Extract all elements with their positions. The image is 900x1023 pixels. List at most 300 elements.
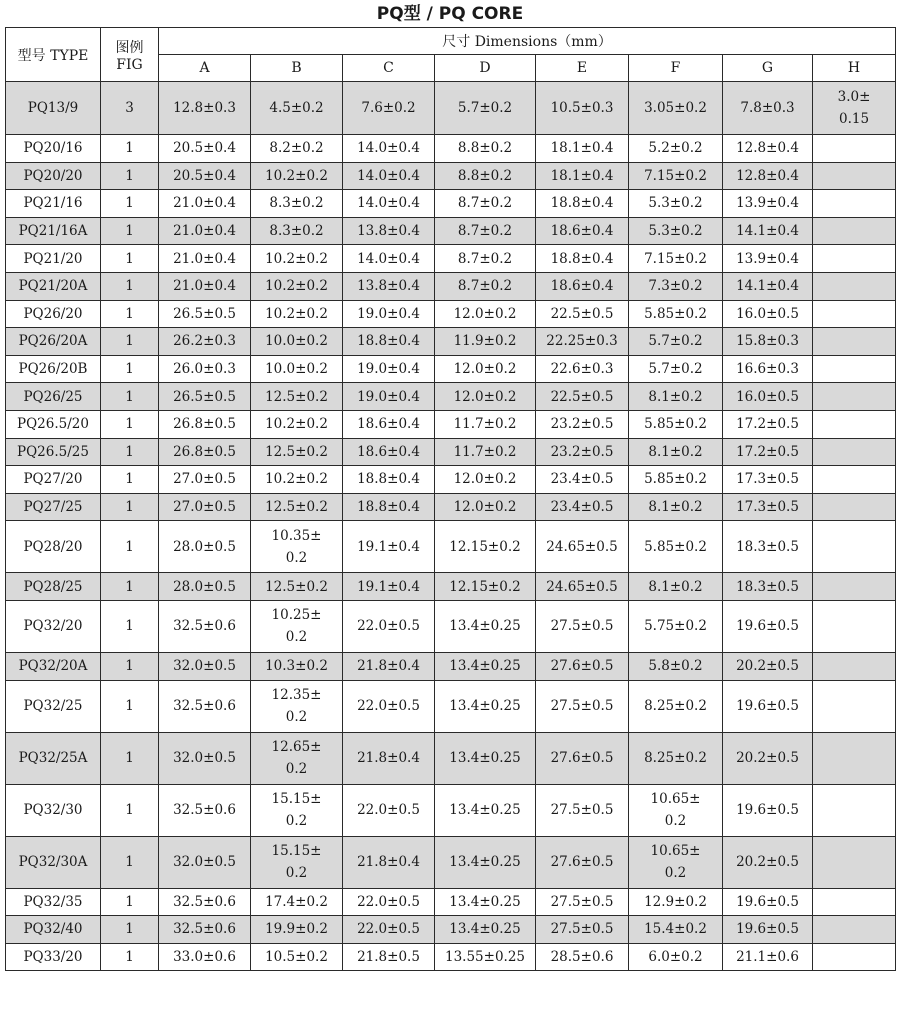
cell-g: 16.0±0.5 — [723, 300, 813, 328]
cell-f: 5.2±0.2 — [629, 135, 723, 163]
fig-header-en: FIG — [116, 56, 143, 73]
cell-a: 32.5±0.6 — [159, 888, 251, 916]
cell-c: 18.6±0.4 — [343, 410, 435, 438]
cell-value-line: 0.2 — [285, 549, 308, 566]
cell-c: 19.1±0.4 — [343, 521, 435, 573]
cell-a: 32.0±0.5 — [159, 732, 251, 784]
table-row — [6, 493, 896, 521]
cell-e: 18.8±0.4 — [536, 190, 629, 218]
cell-fig: 1 — [101, 300, 159, 328]
cell-e: 23.4±0.5 — [536, 493, 629, 521]
cell-g: 16.6±0.3 — [723, 355, 813, 383]
cell-b — [251, 680, 343, 732]
table-row — [6, 82, 896, 135]
cell-e: 24.65±0.5 — [536, 573, 629, 601]
cell-d: 8.7±0.2 — [435, 272, 536, 300]
cell-c: 21.8±0.4 — [343, 652, 435, 680]
cell-a: 21.0±0.4 — [159, 272, 251, 300]
cell-d: 12.0±0.2 — [435, 300, 536, 328]
cell-fig: 3 — [101, 82, 159, 135]
cell-fig: 1 — [101, 521, 159, 573]
cell-f: 5.7±0.2 — [629, 355, 723, 383]
table-body — [6, 82, 896, 971]
cell-b: 12.5±0.2 — [251, 383, 343, 411]
cell-e: 22.6±0.3 — [536, 355, 629, 383]
table-row — [6, 245, 896, 273]
cell-f: 5.85±0.2 — [629, 410, 723, 438]
cell-c: 14.0±0.4 — [343, 245, 435, 273]
fig-header-cn: 图例 — [115, 39, 144, 56]
cell-h — [813, 680, 896, 732]
cell-h — [813, 438, 896, 466]
cell-g: 19.6±0.5 — [723, 600, 813, 652]
cell-type: PQ32/30A — [6, 836, 101, 888]
cell-e: 18.8±0.4 — [536, 245, 629, 273]
fig-header — [101, 28, 159, 82]
cell-value-line: 3.0± — [837, 89, 871, 105]
cell-fig: 1 — [101, 190, 159, 218]
cell-f: 7.15±0.2 — [629, 162, 723, 190]
cell-a: 27.0±0.5 — [159, 493, 251, 521]
cell-c: 21.8±0.5 — [343, 943, 435, 971]
cell-fig: 1 — [101, 162, 159, 190]
cell-f: 8.1±0.2 — [629, 438, 723, 466]
cell-value-line: 0.2 — [285, 761, 308, 777]
cell-c: 22.0±0.5 — [343, 888, 435, 916]
cell-b: 10.0±0.2 — [251, 355, 343, 383]
cell-fig: 1 — [101, 383, 159, 411]
cell-d: 8.7±0.2 — [435, 190, 536, 218]
cell-h — [813, 190, 896, 218]
column-header-c: C — [343, 55, 435, 82]
cell-g: 14.1±0.4 — [723, 272, 813, 300]
cell-a: 21.0±0.4 — [159, 245, 251, 273]
cell-g: 20.2±0.5 — [723, 732, 813, 784]
cell-d: 11.7±0.2 — [435, 438, 536, 466]
cell-c: 18.6±0.4 — [343, 438, 435, 466]
cell-b: 8.3±0.2 — [251, 217, 343, 245]
cell-f: 8.25±0.2 — [629, 680, 723, 732]
cell-value-line: 0.2 — [285, 865, 308, 881]
cell-a: 26.8±0.5 — [159, 438, 251, 466]
cell-type: PQ21/20 — [6, 245, 101, 273]
cell-e: 18.1±0.4 — [536, 135, 629, 163]
cell-fig: 1 — [101, 836, 159, 888]
table-row — [6, 383, 896, 411]
cell-h — [813, 943, 896, 971]
cell-h — [813, 135, 896, 163]
cell-d: 13.4±0.25 — [435, 732, 536, 784]
table-row — [6, 328, 896, 356]
cell-g: 19.6±0.5 — [723, 784, 813, 836]
cell-h — [813, 652, 896, 680]
cell-fig: 1 — [101, 493, 159, 521]
cell-a: 32.0±0.5 — [159, 652, 251, 680]
cell-value-line: 0.15 — [839, 111, 870, 127]
cell-g: 15.8±0.3 — [723, 328, 813, 356]
cell-f: 8.1±0.2 — [629, 383, 723, 411]
cell-d: 11.7±0.2 — [435, 410, 536, 438]
cell-h — [813, 383, 896, 411]
cell-b — [251, 600, 343, 652]
cell-h — [813, 573, 896, 601]
column-header-a: A — [159, 55, 251, 82]
cell-a: 21.0±0.4 — [159, 217, 251, 245]
cell-e: 27.5±0.5 — [536, 916, 629, 944]
cell-type: PQ26/20B — [6, 355, 101, 383]
cell-g: 17.2±0.5 — [723, 438, 813, 466]
cell-d: 8.8±0.2 — [435, 135, 536, 163]
cell-g: 19.6±0.5 — [723, 888, 813, 916]
cell-c: 18.8±0.4 — [343, 328, 435, 356]
cell-b: 10.3±0.2 — [251, 652, 343, 680]
table-row — [6, 916, 896, 944]
cell-g: 20.2±0.5 — [723, 652, 813, 680]
cell-b — [251, 732, 343, 784]
cell-c: 21.8±0.4 — [343, 836, 435, 888]
cell-c: 13.8±0.4 — [343, 272, 435, 300]
cell-c: 22.0±0.5 — [343, 680, 435, 732]
cell-value-line: 10.65± — [650, 791, 701, 807]
table-row — [6, 888, 896, 916]
cell-value-line: 12.65± — [271, 739, 322, 755]
cell-d: 8.7±0.2 — [435, 217, 536, 245]
cell-h — [813, 916, 896, 944]
cell-a: 32.0±0.5 — [159, 836, 251, 888]
cell-f: 15.4±0.2 — [629, 916, 723, 944]
cell-b: 12.5±0.2 — [251, 438, 343, 466]
cell-type: PQ21/16A — [6, 217, 101, 245]
cell-d: 13.4±0.25 — [435, 600, 536, 652]
cell-a: 27.0±0.5 — [159, 466, 251, 494]
cell-b: 10.2±0.2 — [251, 272, 343, 300]
cell-type: PQ20/16 — [6, 135, 101, 163]
cell-a: 21.0±0.4 — [159, 190, 251, 218]
cell-f: 7.15±0.2 — [629, 245, 723, 273]
cell-d: 5.7±0.2 — [435, 82, 536, 135]
table-row — [6, 466, 896, 494]
table-row — [6, 355, 896, 383]
cell-h — [813, 836, 896, 888]
cell-d: 13.4±0.25 — [435, 916, 536, 944]
cell-type: PQ32/30 — [6, 784, 101, 836]
table-row — [6, 680, 896, 732]
cell-type: PQ26/25 — [6, 383, 101, 411]
cell-c: 19.0±0.4 — [343, 355, 435, 383]
cell-e: 27.5±0.5 — [536, 680, 629, 732]
column-header-f: F — [629, 55, 723, 82]
cell-c: 13.8±0.4 — [343, 217, 435, 245]
cell-d: 12.15±0.2 — [435, 521, 536, 573]
cell-a: 32.5±0.6 — [159, 680, 251, 732]
cell-c: 22.0±0.5 — [343, 784, 435, 836]
cell-d: 12.0±0.2 — [435, 466, 536, 494]
cell-e: 27.5±0.5 — [536, 784, 629, 836]
cell-c: 22.0±0.5 — [343, 916, 435, 944]
cell-c: 19.0±0.4 — [343, 300, 435, 328]
cell-g: 13.9±0.4 — [723, 245, 813, 273]
cell-d: 8.7±0.2 — [435, 245, 536, 273]
cell-type: PQ26.5/20 — [6, 410, 101, 438]
cell-h — [813, 600, 896, 652]
cell-f: 8.1±0.2 — [629, 493, 723, 521]
table-row — [6, 272, 896, 300]
cell-type: PQ33/20 — [6, 943, 101, 971]
table-row — [6, 162, 896, 190]
cell-f: 5.75±0.2 — [629, 600, 723, 652]
cell-a: 26.5±0.5 — [159, 300, 251, 328]
cell-d: 13.4±0.25 — [435, 680, 536, 732]
cell-value-line: 0.2 — [285, 629, 308, 646]
cell-type: PQ21/16 — [6, 190, 101, 218]
cell-c: 19.0±0.4 — [343, 383, 435, 411]
table-row — [6, 410, 896, 438]
table-row — [6, 573, 896, 601]
cell-d: 13.4±0.25 — [435, 784, 536, 836]
table-row — [6, 135, 896, 163]
cell-type: PQ32/40 — [6, 916, 101, 944]
cell-g: 19.6±0.5 — [723, 680, 813, 732]
cell-c: 14.0±0.4 — [343, 162, 435, 190]
cell-a: 26.0±0.3 — [159, 355, 251, 383]
cell-fig: 1 — [101, 438, 159, 466]
cell-b: 10.2±0.2 — [251, 466, 343, 494]
cell-type: PQ32/35 — [6, 888, 101, 916]
cell-h — [813, 328, 896, 356]
cell-h — [813, 272, 896, 300]
cell-b: 10.2±0.2 — [251, 162, 343, 190]
cell-e: 23.2±0.5 — [536, 438, 629, 466]
cell-f: 5.3±0.2 — [629, 190, 723, 218]
cell-a: 12.8±0.3 — [159, 82, 251, 135]
cell-value-line: 10.35± — [271, 527, 322, 544]
cell-h — [813, 784, 896, 836]
cell-value-line: 0.2 — [285, 709, 308, 725]
cell-fig: 1 — [101, 217, 159, 245]
cell-h — [813, 245, 896, 273]
cell-e: 27.6±0.5 — [536, 732, 629, 784]
cell-f: 5.85±0.2 — [629, 521, 723, 573]
cell-b: 4.5±0.2 — [251, 82, 343, 135]
cell-b — [251, 784, 343, 836]
cell-fig: 1 — [101, 245, 159, 273]
cell-d: 13.4±0.25 — [435, 836, 536, 888]
cell-h — [813, 217, 896, 245]
cell-h — [813, 162, 896, 190]
cell-type: PQ21/20A — [6, 272, 101, 300]
cell-e: 23.4±0.5 — [536, 466, 629, 494]
cell-type: PQ26.5/25 — [6, 438, 101, 466]
cell-f: 8.25±0.2 — [629, 732, 723, 784]
cell-e: 28.5±0.6 — [536, 943, 629, 971]
cell-value-line: 0.2 — [285, 813, 308, 829]
table-row — [6, 190, 896, 218]
pq-core-table — [5, 27, 896, 971]
cell-h — [813, 732, 896, 784]
cell-value-line: 10.65± — [650, 843, 701, 859]
cell-g: 17.3±0.5 — [723, 466, 813, 494]
cell-type: PQ28/20 — [6, 521, 101, 573]
cell-f: 6.0±0.2 — [629, 943, 723, 971]
cell-value-line: 12.35± — [271, 687, 322, 703]
cell-b: 19.9±0.2 — [251, 916, 343, 944]
cell-value-line: 0.2 — [664, 865, 687, 881]
cell-e: 27.5±0.5 — [536, 600, 629, 652]
cell-h — [813, 888, 896, 916]
cell-g: 12.8±0.4 — [723, 135, 813, 163]
cell-e: 22.25±0.3 — [536, 328, 629, 356]
type-header — [6, 28, 101, 82]
cell-type: PQ26/20A — [6, 328, 101, 356]
cell-type: PQ32/20 — [6, 600, 101, 652]
cell-a: 20.5±0.4 — [159, 135, 251, 163]
table-row — [6, 300, 896, 328]
cell-e: 18.1±0.4 — [536, 162, 629, 190]
cell-e: 27.6±0.5 — [536, 652, 629, 680]
cell-a: 32.5±0.6 — [159, 600, 251, 652]
cell-type: PQ32/25A — [6, 732, 101, 784]
cell-b: 8.3±0.2 — [251, 190, 343, 218]
cell-d: 12.0±0.2 — [435, 383, 536, 411]
page-title: PQ型 / PQ CORE — [376, 4, 524, 24]
cell-fig: 1 — [101, 573, 159, 601]
cell-type: PQ13/9 — [6, 82, 101, 135]
column-header-g: G — [723, 55, 813, 82]
cell-c: 18.8±0.4 — [343, 493, 435, 521]
cell-d: 8.8±0.2 — [435, 162, 536, 190]
cell-fig: 1 — [101, 135, 159, 163]
cell-b: 8.2±0.2 — [251, 135, 343, 163]
cell-h — [813, 355, 896, 383]
cell-a: 32.5±0.6 — [159, 784, 251, 836]
cell-type: PQ20/20 — [6, 162, 101, 190]
type-header-cn: 型号 — [17, 47, 46, 64]
cell-g: 16.0±0.5 — [723, 383, 813, 411]
cell-b — [251, 521, 343, 573]
cell-b: 10.2±0.2 — [251, 410, 343, 438]
cell-f: 12.9±0.2 — [629, 888, 723, 916]
cell-b: 12.5±0.2 — [251, 493, 343, 521]
cell-h — [813, 300, 896, 328]
cell-fig: 1 — [101, 784, 159, 836]
cell-fig: 1 — [101, 916, 159, 944]
cell-f: 8.1±0.2 — [629, 573, 723, 601]
cell-fig: 1 — [101, 272, 159, 300]
cell-fig: 1 — [101, 466, 159, 494]
cell-type: PQ32/25 — [6, 680, 101, 732]
cell-h — [813, 82, 896, 135]
cell-g: 18.3±0.5 — [723, 573, 813, 601]
cell-h — [813, 493, 896, 521]
cell-fig: 1 — [101, 680, 159, 732]
cell-g: 14.1±0.4 — [723, 217, 813, 245]
cell-h — [813, 466, 896, 494]
cell-value-line: 15.15± — [271, 843, 322, 859]
cell-e: 10.5±0.3 — [536, 82, 629, 135]
cell-d: 13.4±0.25 — [435, 652, 536, 680]
table-row — [6, 521, 896, 573]
cell-g: 13.9±0.4 — [723, 190, 813, 218]
cell-c: 14.0±0.4 — [343, 190, 435, 218]
cell-value-line: 0.2 — [664, 813, 687, 829]
table-row — [6, 652, 896, 680]
dimensions-header: 尺寸 Dimensions（mm） — [159, 28, 896, 55]
cell-f: 5.7±0.2 — [629, 328, 723, 356]
table-row — [6, 836, 896, 888]
column-header-b: B — [251, 55, 343, 82]
cell-g: 18.3±0.5 — [723, 521, 813, 573]
cell-b: 17.4±0.2 — [251, 888, 343, 916]
cell-a: 26.2±0.3 — [159, 328, 251, 356]
cell-c: 22.0±0.5 — [343, 600, 435, 652]
cell-a: 33.0±0.6 — [159, 943, 251, 971]
cell-g: 19.6±0.5 — [723, 916, 813, 944]
cell-e: 22.5±0.5 — [536, 300, 629, 328]
cell-b: 10.0±0.2 — [251, 328, 343, 356]
cell-e: 27.5±0.5 — [536, 888, 629, 916]
cell-b — [251, 836, 343, 888]
cell-fig: 1 — [101, 652, 159, 680]
table-row — [6, 600, 896, 652]
cell-f — [629, 784, 723, 836]
cell-a: 26.8±0.5 — [159, 410, 251, 438]
cell-fig: 1 — [101, 328, 159, 356]
cell-type: PQ27/20 — [6, 466, 101, 494]
column-header-h: H — [813, 55, 896, 82]
cell-fig: 1 — [101, 888, 159, 916]
cell-value-line: 15.15± — [271, 791, 322, 807]
cell-a: 28.0±0.5 — [159, 573, 251, 601]
cell-fig: 1 — [101, 410, 159, 438]
cell-f: 5.3±0.2 — [629, 217, 723, 245]
cell-d: 12.0±0.2 — [435, 355, 536, 383]
cell-f: 5.85±0.2 — [629, 466, 723, 494]
cell-c: 21.8±0.4 — [343, 732, 435, 784]
cell-fig: 1 — [101, 355, 159, 383]
cell-a: 32.5±0.6 — [159, 916, 251, 944]
cell-f: 5.8±0.2 — [629, 652, 723, 680]
cell-b: 12.5±0.2 — [251, 573, 343, 601]
cell-f: 5.85±0.2 — [629, 300, 723, 328]
cell-fig: 1 — [101, 600, 159, 652]
table-row — [6, 217, 896, 245]
cell-g: 17.3±0.5 — [723, 493, 813, 521]
cell-a: 26.5±0.5 — [159, 383, 251, 411]
cell-g: 12.8±0.4 — [723, 162, 813, 190]
table-row — [6, 438, 896, 466]
cell-b: 10.5±0.2 — [251, 943, 343, 971]
cell-fig: 1 — [101, 943, 159, 971]
cell-g: 21.1±0.6 — [723, 943, 813, 971]
cell-fig: 1 — [101, 732, 159, 784]
cell-c: 19.1±0.4 — [343, 573, 435, 601]
cell-value-line: 10.25± — [271, 607, 322, 624]
cell-c: 7.6±0.2 — [343, 82, 435, 135]
cell-c: 18.8±0.4 — [343, 466, 435, 494]
cell-e: 18.6±0.4 — [536, 272, 629, 300]
cell-h — [813, 410, 896, 438]
cell-f: 3.05±0.2 — [629, 82, 723, 135]
cell-f — [629, 836, 723, 888]
cell-type: PQ32/20A — [6, 652, 101, 680]
cell-b: 10.2±0.2 — [251, 300, 343, 328]
cell-g: 20.2±0.5 — [723, 836, 813, 888]
cell-e: 18.6±0.4 — [536, 217, 629, 245]
column-header-d: D — [435, 55, 536, 82]
type-header-en: TYPE — [50, 47, 89, 64]
cell-type: PQ27/25 — [6, 493, 101, 521]
cell-d: 12.15±0.2 — [435, 573, 536, 601]
